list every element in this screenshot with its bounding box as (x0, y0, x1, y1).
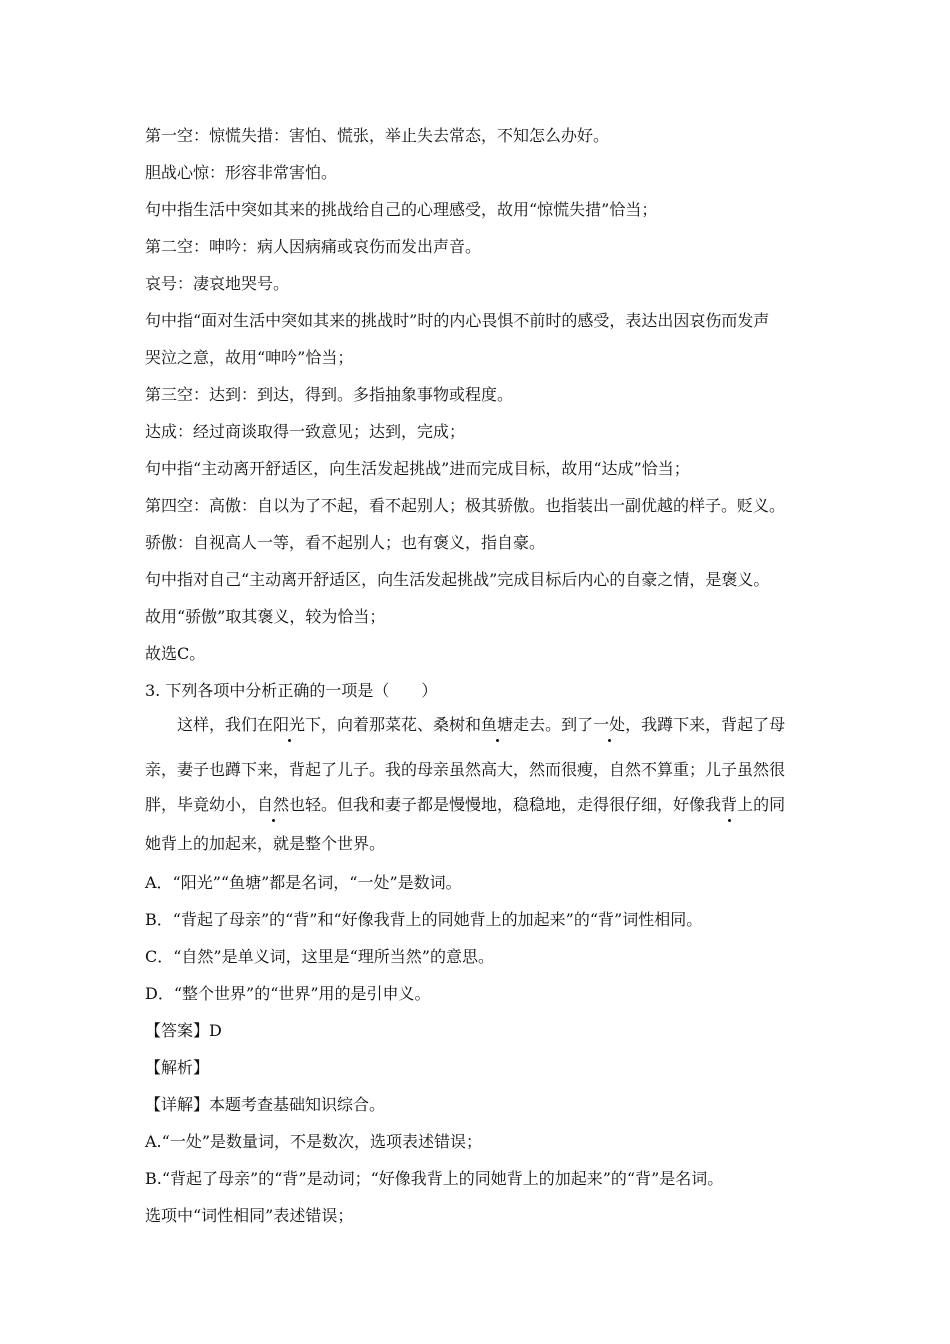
explanation-line: 句中指“面对生活中突如其来的挑战时”时的内心畏惧不前时的感受，表达出因哀伤而发声 (145, 311, 770, 330)
detail-line: B.“背起了母亲”的“背”是动词；“好像我背上的同她背上的加起来”的“背”是名词。 (145, 1169, 724, 1188)
passage-text: 也轻。但我和妻子都是慢慢地，稳稳地，走得很仔细，好像我 (289, 795, 722, 814)
passage-text: 这样，我们在 (177, 715, 274, 734)
emphasized-word: 鱼塘 (481, 715, 514, 734)
passage-line: 亲，妻子也蹲下来，背起了儿子。我的母亲虽然高大，然而很瘦，自然不算重；儿子虽然很 (145, 760, 786, 779)
explanation-line: 第四空：高傲：自以为了不起，看不起别人；极其骄傲。也指装出一副优越的样子。贬义。 (145, 496, 786, 515)
option-a: A．“阳光”“鱼塘”都是名词，“一处”是数词。 (145, 873, 462, 892)
passage-line: 她背上的加起来，就是整个世界。 (145, 834, 386, 853)
passage-text: 走去。到了 (513, 715, 594, 734)
explanation-line: 胆战心惊：形容非常害怕。 (145, 163, 338, 182)
explanation-line: 句中指“主动离开舒适区，向生活发起挑战”进而完成目标，故用“达成”恰当； (145, 459, 690, 478)
analysis-label: 【解析】 (145, 1058, 210, 1077)
explanation-line: 哀号：凄哀地哭号。 (145, 274, 290, 293)
question-stem: 3. 下列各项中分析正确的一项是（ ） (145, 681, 438, 700)
emphasized-word: 阳光 (273, 715, 306, 734)
explanation-line: 达成：经过商谈取得一致意见；达到，完成； (145, 422, 466, 441)
explanation-line: 故用“骄傲”取其褒义，较为恰当； (145, 607, 386, 626)
emphasized-word: 背 (721, 795, 738, 814)
passage-text: ，我蹲下来，背起了母 (625, 715, 786, 734)
explanation-line: 第一空：惊慌失措：害怕、慌张，举止失去常态，不知怎么办好。 (145, 126, 610, 145)
explanation-line: 故选C。 (145, 644, 206, 663)
passage-line (177, 715, 785, 735)
emphasized-word: 一处 (593, 715, 626, 734)
passage-text: 上的同 (737, 795, 786, 814)
option-d: D．“整个世界”的“世界”用的是引申义。 (145, 984, 431, 1003)
explanation-line: 哭泣之意，故用“呻吟”恰当； (145, 348, 354, 367)
answer-label: 【答案】D (145, 1021, 222, 1040)
passage-text: 胖，毕竟幼小， (145, 795, 258, 814)
explanation-line: 句中指生活中突如其来的挑战给自己的心理感受，故用“惊慌失措”恰当； (145, 200, 658, 219)
passage-text: 下，向着那菜花、桑树和 (305, 715, 482, 734)
option-c: C．“自然”是单义词，这里是“理所当然”的意思。 (145, 947, 494, 966)
explanation-line: 骄傲：自视高人一等，看不起别人；也有褒义，指自豪。 (145, 533, 546, 552)
explanation-line: 第二空：呻吟：病人因病痛或哀伤而发出声音。 (145, 237, 482, 256)
explanation-line: 第三空：达到：到达，得到。多指抽象事物或程度。 (145, 385, 514, 404)
explanation-line: 句中指对自己“主动离开舒适区，向生活发起挑战”完成目标后内心的自豪之情，是褒义。 (145, 570, 770, 589)
option-b: B．“背起了母亲”的“背”和“好像我背上的同她背上的加起来”的“背”词性相同。 (145, 910, 703, 929)
detail-label: 【详解】本题考查基础知识综合。 (145, 1095, 386, 1114)
detail-line: 选项中“词性相同”表述错误； (145, 1206, 354, 1225)
emphasized-word: 自然 (257, 795, 290, 814)
passage-line (145, 795, 785, 815)
detail-line: A.“一处”是数量词，不是数次，选项表述错误； (145, 1132, 483, 1151)
